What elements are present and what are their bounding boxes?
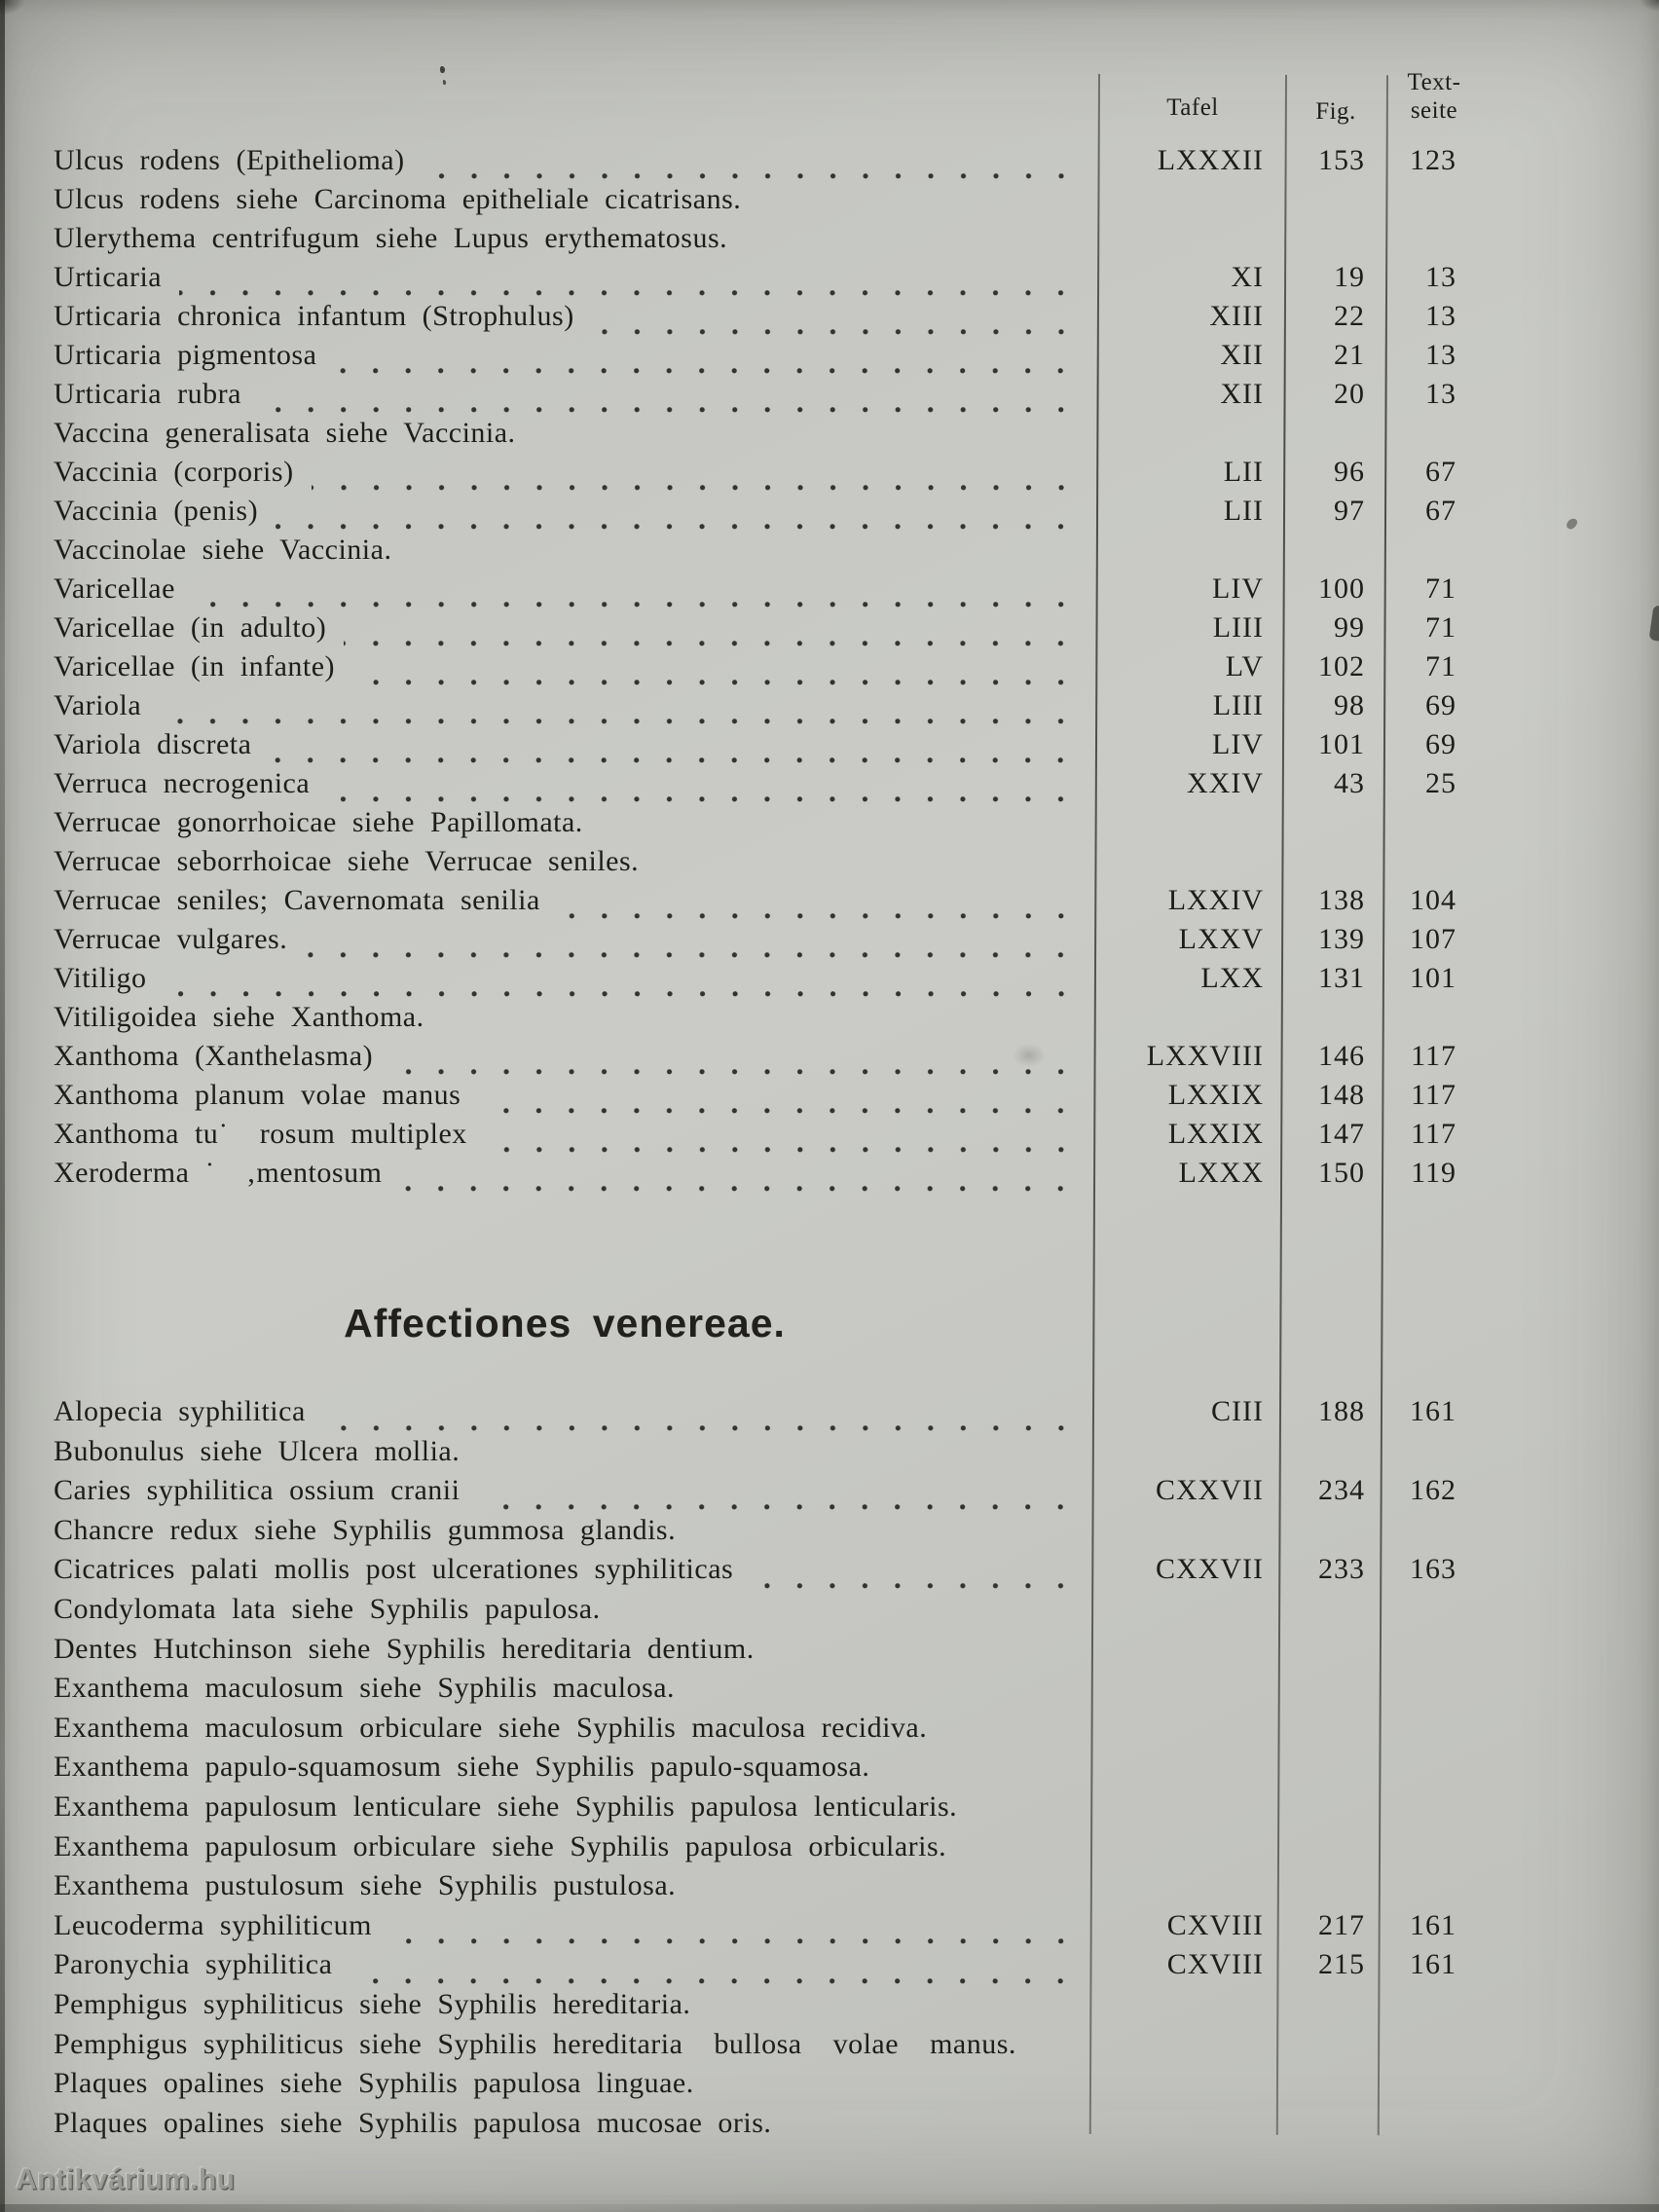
entry-label: Plaques opalines siehe Syphilis papulosa mucosae oris.: [54, 2106, 772, 2139]
entry-label: Vitiligo: [54, 962, 147, 994]
index-row: [54, 2028, 1460, 2068]
section-heading: Affectiones venereae.: [344, 1301, 786, 1346]
dot-leader: [693, 1880, 1064, 1909]
tafel-value: LXXIX: [1167, 1079, 1264, 1111]
dot-leader: [558, 894, 1064, 923]
textseite-value: 119: [1411, 1157, 1456, 1189]
textseite-value: 13: [1425, 378, 1456, 410]
tafel-value: XIII: [1209, 300, 1264, 332]
entry-label: Ulcus rodens (Epithelioma): [54, 144, 405, 176]
entry-label: Cicatrices palati mollis post ulcerationes syphiliticas: [54, 1553, 734, 1586]
index-row: [54, 2107, 1460, 2147]
index-row: [54, 767, 1460, 806]
entry-label: Urticaria: [54, 261, 163, 293]
fig-value: 100: [1318, 572, 1365, 605]
index-row: [54, 962, 1460, 1001]
textseite-value: 107: [1410, 923, 1456, 955]
entry-label: Verruca necrogenica: [54, 767, 311, 799]
dot-leader: [159, 699, 1064, 728]
column-header-tafel: Tafel: [1166, 94, 1219, 121]
tafel-value: LXXVIII: [1146, 1040, 1264, 1072]
entry-label: Condylomata lata siehe Syphilis papulosa.: [54, 1592, 601, 1625]
entry-label: Vaccinia (penis): [54, 495, 259, 527]
index-row: [54, 534, 1460, 572]
textseite-value: 71: [1425, 611, 1456, 644]
dot-leader: [323, 1406, 1064, 1435]
index-row: [54, 689, 1460, 728]
fig-value: 98: [1334, 689, 1365, 721]
entry-label: Pemphigus syphiliticus siehe Syphilis hereditaria bullosa volae manus.: [54, 2027, 1016, 2060]
index-row: [54, 300, 1460, 339]
tafel-value: LXX: [1200, 962, 1264, 994]
index-row: [54, 1395, 1460, 1435]
entry-label: Vaccinia (corporis): [54, 456, 294, 488]
entry-label: Ulcus rodens siehe Carcinoma epitheliale cicatrisans.: [54, 183, 742, 215]
index-row: [54, 1909, 1460, 1949]
index-row: [54, 1593, 1460, 1633]
dot-leader: [758, 193, 1064, 222]
tafel-value: LXXIX: [1167, 1118, 1264, 1150]
entry-label: Exanthema pustulosum siehe Syphilis pustulosa.: [54, 1869, 677, 1902]
entry-label: Varicellae (in adulto): [54, 611, 327, 644]
entry-label: Verrucae vulgares.: [54, 923, 288, 955]
dot-leader: [352, 660, 1064, 689]
dot-leader: [259, 387, 1064, 417]
textseite-value: 117: [1411, 1079, 1456, 1111]
tafel-value: LII: [1223, 495, 1264, 527]
fig-value: 101: [1318, 728, 1365, 760]
fig-value: 148: [1318, 1079, 1365, 1111]
textseite-value: 123: [1410, 144, 1456, 176]
entry-label: Vaccina generalisata siehe Vaccinia.: [54, 417, 516, 449]
entry-label: Verrucae seniles; Cavernomata senilia: [54, 884, 540, 916]
entry-label: Variola discreta: [54, 728, 252, 760]
index-row: [54, 884, 1460, 923]
entry-label: Ulerythema centrifugum siehe Lupus erythematosus.: [54, 222, 728, 254]
fig-value: 20: [1334, 378, 1365, 410]
dot-leader: [390, 1050, 1064, 1079]
dot-leader: [305, 933, 1064, 962]
tafel-value: LIII: [1212, 611, 1264, 644]
textseite-value: 13: [1425, 261, 1456, 293]
dot-leader: [751, 1564, 1064, 1593]
fig-value: 19: [1334, 261, 1365, 293]
entry-label: Verrucae gonorrhoicae siehe Papillomata.: [54, 806, 583, 838]
textseite-value: 13: [1425, 339, 1456, 371]
fig-value: 215: [1318, 1948, 1365, 1981]
watermark-text: Antikvárium.hu: [16, 2163, 236, 2195]
textseite-value: 117: [1411, 1118, 1456, 1150]
fig-value: 138: [1318, 884, 1365, 916]
dot-leader: [269, 738, 1064, 767]
fig-value: 96: [1334, 456, 1365, 488]
entry-label: Xanthoma planum volae manus: [54, 1079, 461, 1111]
entry-label: Paronychia syphilitica: [54, 1948, 333, 1981]
textseite-value: 69: [1425, 728, 1456, 760]
fig-value: 233: [1318, 1553, 1365, 1586]
scan-edge-shadow: [0, 0, 5, 2212]
entry-label: Exanthema maculosum orbiculare siehe Syphilis maculosa recidiva.: [54, 1711, 928, 1744]
tafel-value: LII: [1223, 456, 1264, 488]
ink-speck: [440, 66, 445, 73]
dot-leader: [887, 1761, 1064, 1790]
index-row: [54, 1751, 1460, 1790]
index-row: [54, 1988, 1460, 2028]
index-row: [54, 417, 1460, 456]
dot-leader: [656, 855, 1064, 884]
tafel-value: LIII: [1212, 689, 1264, 721]
dot-leader: [485, 1127, 1064, 1157]
index-row: [54, 456, 1460, 495]
dot-leader: [772, 1642, 1064, 1672]
index-row: [54, 339, 1460, 378]
textseite-value: 69: [1425, 689, 1456, 721]
dot-leader: [276, 504, 1064, 534]
dot-leader: [399, 1166, 1064, 1196]
fig-value: 217: [1318, 1908, 1365, 1941]
index-row: [54, 1157, 1460, 1196]
entry-label: Vitiligoidea siehe Xanthoma.: [54, 1001, 424, 1033]
fig-value: 22: [1334, 300, 1365, 332]
index-section-affectiones-venereae: [54, 1395, 1460, 2146]
entry-label: Pemphigus syphiliticus siehe Syphilis hereditaria.: [54, 1987, 691, 2020]
fig-value: 102: [1318, 650, 1365, 682]
index-row: [54, 1672, 1460, 1712]
index-row: [54, 1040, 1460, 1079]
tafel-value: XXIV: [1187, 767, 1264, 799]
entry-label: Bubonulus siehe Ulcera mollia.: [54, 1434, 461, 1467]
column-header-fig: Fig.: [1315, 98, 1356, 125]
index-row: [54, 1474, 1460, 1514]
dot-leader: [350, 1959, 1064, 1988]
entry-label: Verrucae seborrhoicae siehe Verrucae seniles.: [54, 845, 640, 877]
entry-label: Exanthema maculosum siehe Syphilis maculosa.: [54, 1672, 676, 1705]
entry-label: Exanthema papulosum orbiculare siehe Syphilis papulosa orbicularis.: [54, 1829, 947, 1862]
index-row: [54, 923, 1460, 962]
index-row: [54, 1001, 1460, 1040]
entry-label: Leucoderma syphiliticum: [54, 1908, 372, 1941]
dot-leader: [327, 777, 1064, 806]
tafel-value: XII: [1220, 339, 1264, 371]
dot-leader: [442, 1011, 1064, 1040]
entry-label: Xanthoma tu˙ rosum multiplex: [54, 1118, 467, 1150]
fig-value: 153: [1318, 144, 1365, 176]
fig-value: 99: [1334, 611, 1365, 644]
entry-label: Urticaria chronica infantum (Strophulus): [54, 300, 574, 332]
fig-value: 188: [1318, 1395, 1365, 1427]
fig-value: 97: [1334, 495, 1365, 527]
textseite-value: 163: [1410, 1553, 1456, 1586]
index-row: [54, 2067, 1460, 2107]
index-row: [54, 611, 1460, 650]
entry-label: Caries syphilitica ossium cranii: [54, 1474, 461, 1507]
tafel-value: LXXX: [1178, 1157, 1264, 1189]
dot-leader: [165, 972, 1064, 1001]
dot-leader: [534, 426, 1064, 456]
textseite-value: 117: [1411, 1040, 1456, 1072]
dot-leader: [601, 816, 1064, 845]
dot-leader: [478, 1088, 1064, 1118]
dot-leader: [389, 1919, 1064, 1948]
dot-leader: [344, 621, 1064, 650]
entry-label: Varicellae: [54, 572, 175, 605]
index-row: [54, 183, 1460, 222]
entry-label: Xanthoma (Xanthelasma): [54, 1040, 374, 1072]
index-row: [54, 572, 1460, 611]
dot-leader: [477, 1485, 1064, 1514]
index-row: [54, 1712, 1460, 1751]
scan-corner-artifact: [1640, 0, 1659, 12]
dot-leader: [312, 465, 1064, 495]
dot-leader: [944, 1721, 1064, 1751]
scan-edge-shadow: [0, 2204, 1659, 2212]
index-row: [54, 1869, 1460, 1909]
textseite-value: 161: [1410, 1395, 1456, 1427]
tafel-value: CXXVII: [1156, 1474, 1264, 1507]
textseite-value: 71: [1425, 650, 1456, 682]
column-header-textseite: [1386, 68, 1482, 125]
entry-label: Urticaria rubra: [54, 378, 241, 410]
dot-leader: [692, 1682, 1064, 1712]
index-row: [54, 650, 1460, 689]
fig-value: 147: [1318, 1118, 1365, 1150]
index-row: [54, 1790, 1460, 1830]
entry-label: Plaques opalines siehe Syphilis papulosa linguae.: [54, 2067, 694, 2100]
entry-label: Exanthema papulosum lenticulare siehe Syphilis papulosa lenticularis.: [54, 1789, 958, 1823]
dot-leader: [618, 1604, 1064, 1633]
index-row: [54, 495, 1460, 534]
entry-label: Variola: [54, 689, 142, 721]
textseite-value: 67: [1425, 456, 1456, 488]
entry-label: Alopecia syphilitica: [54, 1395, 306, 1427]
entry-label: Xeroderma ˙ ‚mentosum: [54, 1157, 383, 1189]
dot-leader: [1034, 2038, 1064, 2067]
fig-value: 21: [1334, 339, 1365, 371]
index-row: [54, 222, 1460, 261]
paper-smudge: [1013, 1044, 1046, 1067]
index-row: [54, 144, 1460, 183]
index-row: [54, 1079, 1460, 1118]
dot-leader: [193, 582, 1064, 611]
entry-label: Exanthema papulo-squamosum siehe Syphilis papulo-squamosa.: [54, 1751, 870, 1784]
index-row: [54, 1830, 1460, 1870]
fig-value: 150: [1318, 1157, 1365, 1189]
tafel-value: LXXV: [1178, 923, 1264, 955]
textseite-value: 71: [1425, 572, 1456, 605]
entry-label: Varicellae (in infante): [54, 650, 336, 682]
dot-leader: [975, 1801, 1064, 1830]
textseite-value: 104: [1410, 884, 1456, 916]
tafel-value: XII: [1220, 378, 1264, 410]
dot-leader: [789, 2117, 1064, 2146]
scan-corner-artifact: [0, 0, 25, 16]
dot-leader: [179, 271, 1064, 300]
dot-leader: [745, 232, 1064, 261]
index-row: [54, 1514, 1460, 1554]
tafel-value: LXXIV: [1167, 884, 1264, 916]
dot-leader: [964, 1840, 1064, 1869]
tafel-value: LV: [1225, 650, 1264, 682]
dot-leader: [409, 543, 1064, 572]
column-header-textseite-line1: Text-: [1407, 69, 1461, 95]
index-row: [54, 261, 1460, 300]
dot-leader: [712, 2078, 1064, 2107]
dot-leader: [423, 154, 1064, 183]
dot-leader: [708, 1999, 1064, 2028]
entry-label: Vaccinolae siehe Vaccinia.: [54, 534, 392, 566]
fig-value: 43: [1334, 767, 1365, 799]
textseite-value: 101: [1410, 962, 1456, 994]
dot-leader: [334, 349, 1064, 378]
index-row: [54, 1553, 1460, 1593]
textseite-value: 161: [1410, 1908, 1456, 1941]
index-section-dermatology: [54, 144, 1460, 1196]
tafel-value: XI: [1231, 261, 1264, 293]
fig-value: 234: [1318, 1474, 1365, 1507]
textseite-value: 25: [1425, 767, 1456, 799]
index-row: [54, 1948, 1460, 1988]
dot-leader: [477, 1445, 1064, 1474]
index-row: [54, 1435, 1460, 1475]
textseite-value: 162: [1410, 1474, 1456, 1507]
index-row: [54, 845, 1460, 884]
tafel-value: CIII: [1211, 1395, 1264, 1427]
fig-value: 131: [1318, 962, 1365, 994]
index-row: [54, 806, 1460, 845]
textseite-value: 161: [1410, 1948, 1456, 1981]
fig-value: 146: [1318, 1040, 1365, 1072]
tafel-value: CXXVII: [1156, 1553, 1264, 1586]
tafel-value: CXVIII: [1166, 1948, 1264, 1981]
index-row: [54, 1633, 1460, 1673]
entry-label: Chancre redux siehe Syphilis gummosa glandis.: [54, 1513, 677, 1546]
column-header-textseite-line2: seite: [1410, 97, 1458, 124]
fig-value: 139: [1318, 923, 1365, 955]
entry-label: Dentes Hutchinson siehe Syphilis hereditaria dentium.: [54, 1632, 755, 1665]
dot-leader: [592, 310, 1064, 339]
index-row: [54, 378, 1460, 417]
tafel-value: LXXXII: [1157, 144, 1264, 176]
textseite-value: 67: [1425, 495, 1456, 527]
tafel-value: LIV: [1212, 728, 1264, 760]
dot-leader: [693, 1524, 1064, 1553]
index-row: [54, 728, 1460, 767]
index-row: [54, 1118, 1460, 1157]
entry-label: Urticaria pigmentosa: [54, 339, 317, 371]
textseite-value: 13: [1425, 300, 1456, 332]
tafel-value: LIV: [1212, 572, 1264, 605]
tafel-value: CXVIII: [1166, 1908, 1264, 1941]
